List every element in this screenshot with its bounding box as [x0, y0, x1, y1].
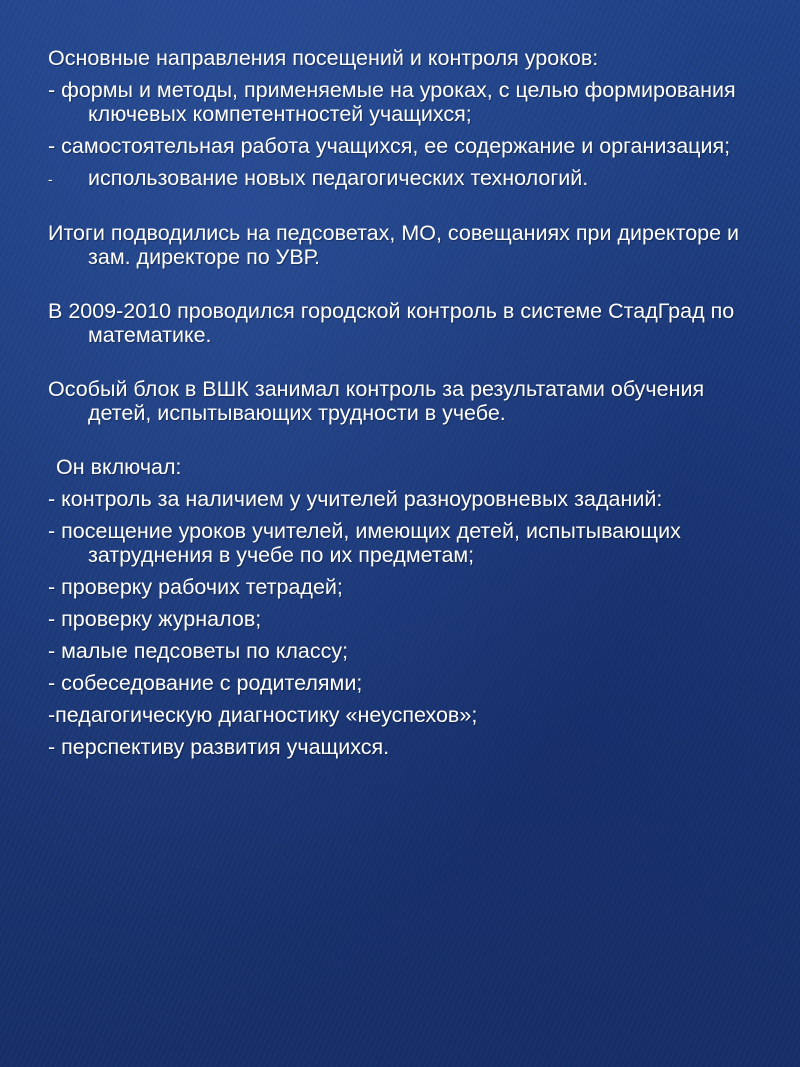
bullet-dash: - [48, 171, 53, 188]
slide-content [48, 46, 768, 767]
summary-paragraph: Итоги подводились на педсоветах, МО, совещаниях при директоре и зам. директоре по УВР. [48, 221, 740, 270]
included-item: - собеседование с родителями; [48, 671, 363, 696]
directions-item-text: использование новых педагогических технологий. [88, 166, 589, 190]
included-item: - посещение уроков учителей, имеющих детей, испытывающих затруднения в учебе по их предметам; [48, 519, 681, 568]
included-item: - контроль за наличием у учителей разноуровневых заданий: [48, 487, 663, 512]
included-item: - перспективу развития учащихся. [48, 735, 390, 760]
directions-heading: Основные направления посещений и контроля уроков: [48, 46, 599, 70]
city-control-paragraph: В 2009-2010 проводился городской контроль в системе СтадГрад по математике. [48, 299, 735, 348]
directions-item [48, 166, 768, 191]
directions-item: - самостоятельная работа учащихся, ее содержание и организация; [48, 134, 731, 158]
directions-item: - формы и методы, применяемые на уроках, с целью формирования ключевых компетентностей учащихся; [48, 78, 736, 126]
included-heading: Он включал: [56, 455, 182, 480]
included-item: - проверку рабочих тетрадей; [48, 575, 343, 600]
included-item: - проверку журналов; [48, 607, 262, 632]
included-item: -педагогическую диагностику «неуспехов»; [48, 703, 478, 728]
included-item: - малые педсоветы по классу; [48, 639, 349, 664]
special-block-paragraph: Особый блок в ВШК занимал контроль за результатами обучения детей, испытывающих трудности в учебе. [48, 377, 705, 426]
